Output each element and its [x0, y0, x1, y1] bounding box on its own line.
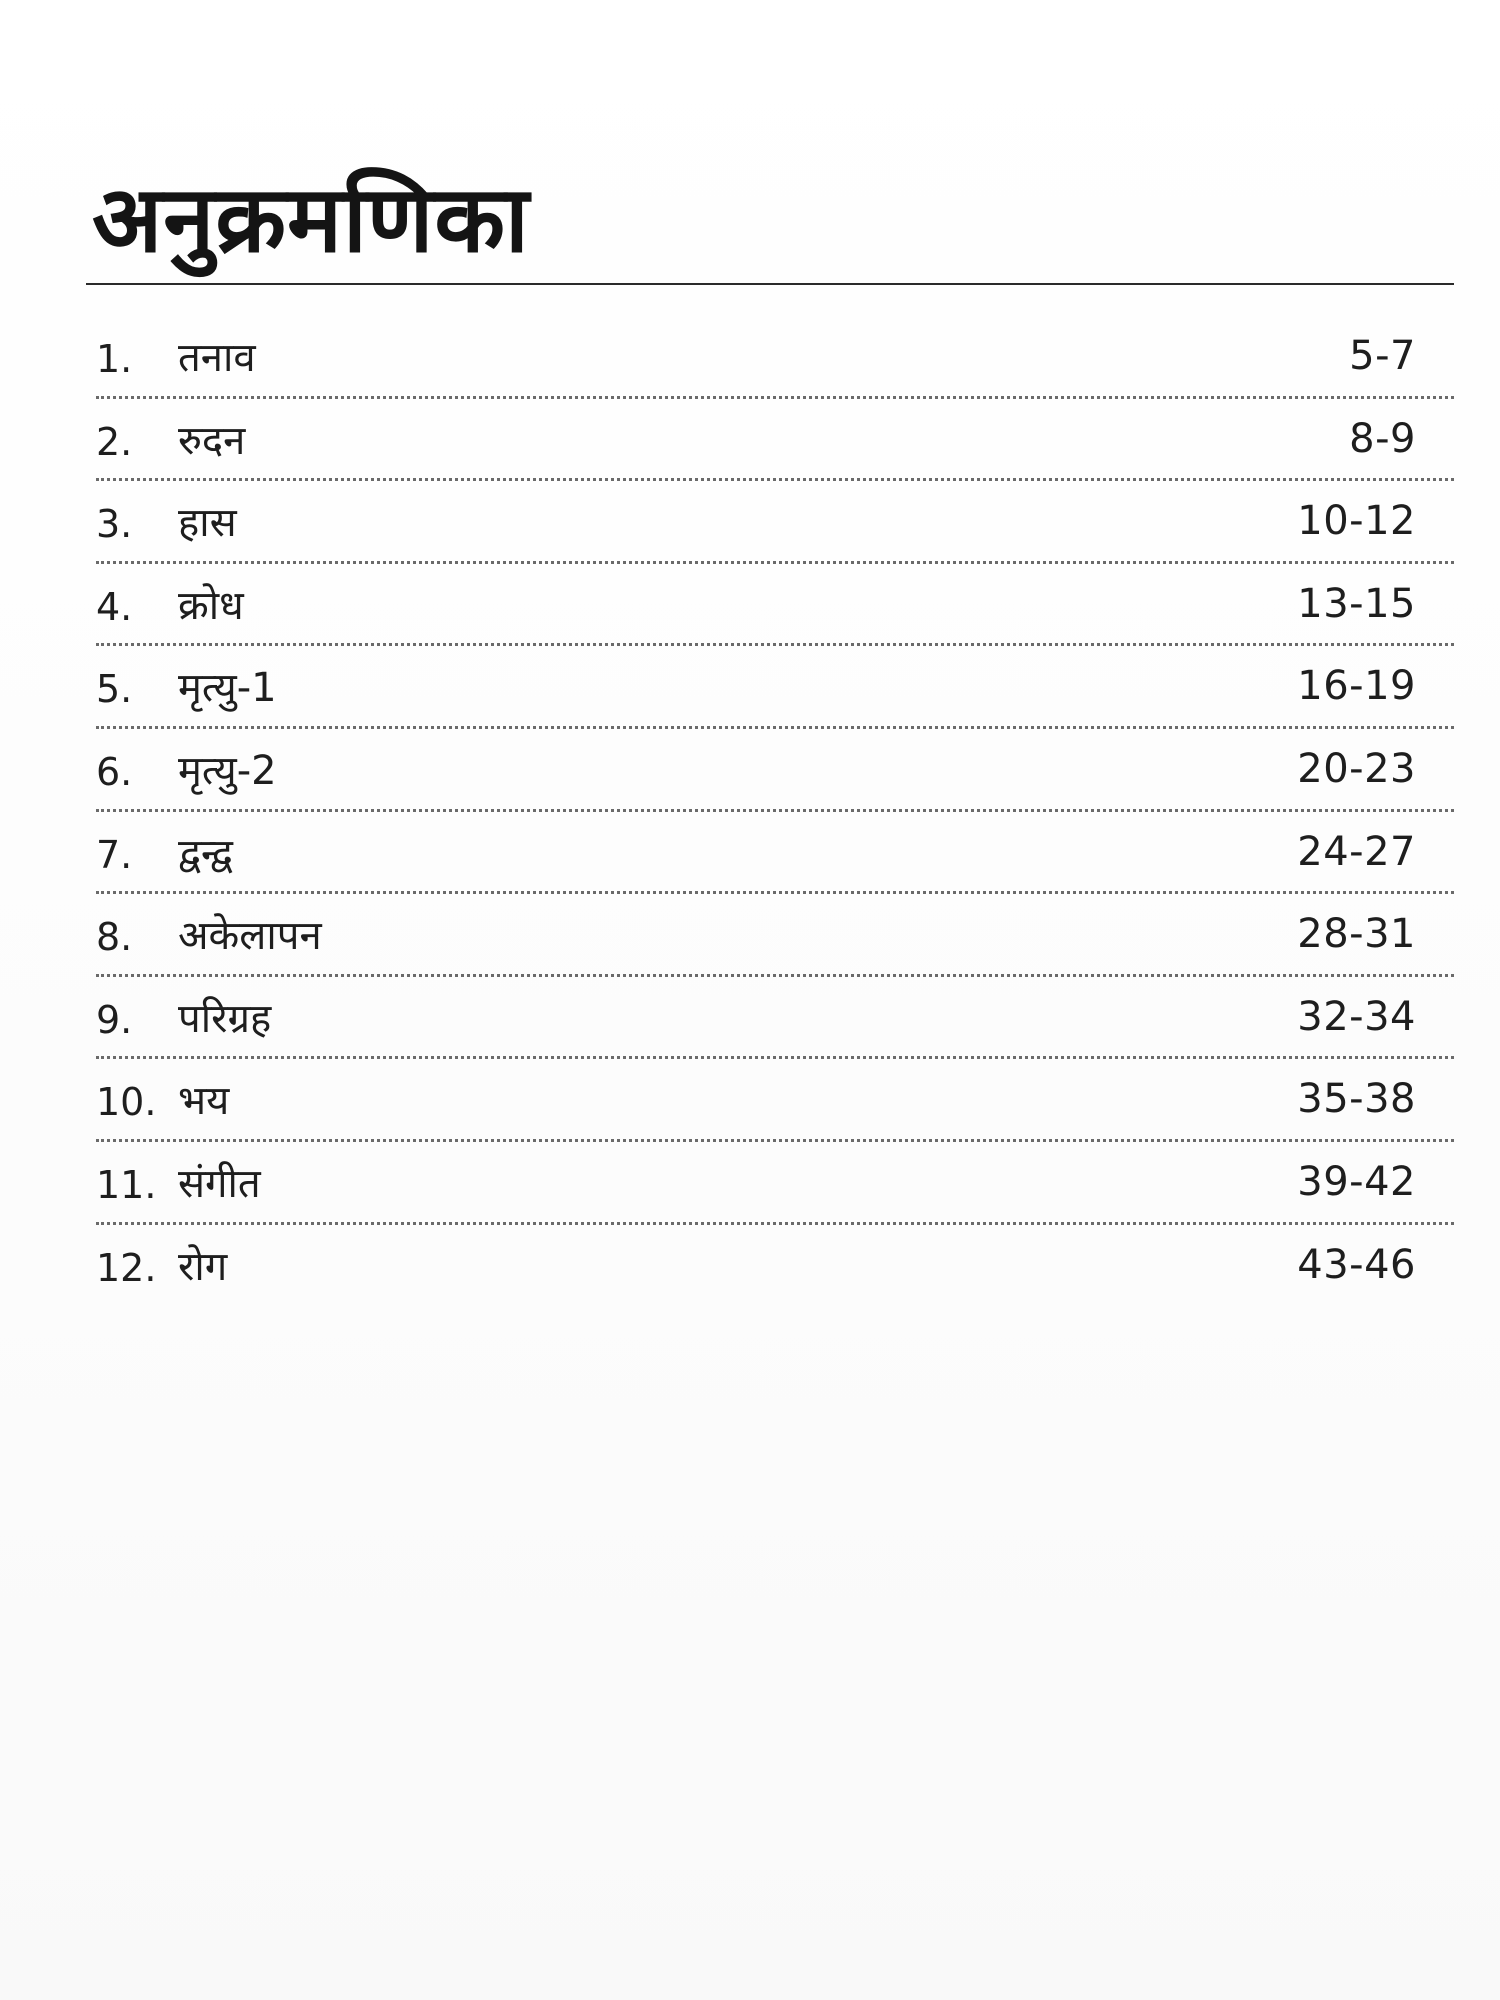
toc-entry-number: 5.	[96, 667, 133, 712]
toc-entry-number: 9.	[96, 997, 133, 1042]
toc-entry-title: संगीत	[178, 1160, 261, 1207]
toc-entry	[96, 729, 1454, 812]
toc-entry	[96, 1059, 1454, 1142]
toc-entry-title: अकेलापन	[178, 913, 322, 960]
toc-entry-number: 4.	[96, 584, 133, 629]
toc-entry-number: 8.	[96, 915, 133, 960]
toc-entry-title: हास	[178, 500, 237, 547]
toc-entry-pages: 16-19	[1297, 663, 1416, 710]
title-divider	[86, 283, 1454, 285]
toc-entry-title: मृत्यु-2	[178, 747, 277, 794]
toc-entry-title: द्वन्द्व	[178, 830, 233, 877]
toc-entry-title: परिग्रह	[178, 995, 272, 1042]
toc-entry-pages: 28-31	[1297, 911, 1416, 958]
toc-entry	[96, 316, 1454, 399]
toc-entry	[96, 1142, 1454, 1225]
toc-entry	[96, 481, 1454, 564]
table-of-contents	[96, 316, 1454, 1307]
toc-entry	[96, 399, 1454, 482]
toc-entry	[96, 894, 1454, 977]
toc-entry-title: भय	[178, 1078, 230, 1125]
toc-entry-pages: 39-42	[1297, 1158, 1416, 1205]
toc-entry	[96, 646, 1454, 729]
toc-entry-pages: 24-27	[1297, 828, 1416, 875]
page-title: अनुक्रमणिका	[92, 166, 530, 273]
toc-entry-number: 11.	[96, 1162, 157, 1207]
toc-entry-pages: 5-7	[1349, 333, 1416, 379]
toc-entry-number: 2.	[96, 419, 133, 464]
toc-entry	[96, 977, 1454, 1060]
toc-entry-number: 12.	[96, 1245, 157, 1290]
toc-entry-pages: 32-34	[1297, 993, 1416, 1040]
toc-entry-pages: 10-12	[1297, 498, 1416, 545]
toc-entry-number: 1.	[96, 337, 133, 381]
toc-entry-number: 7.	[96, 832, 133, 877]
toc-entry-pages: 13-15	[1297, 580, 1416, 627]
toc-entry-number: 6.	[96, 749, 133, 794]
toc-entry-title: रोग	[178, 1243, 228, 1290]
toc-entry-title: रुदन	[178, 417, 246, 464]
toc-entry-pages: 20-23	[1297, 745, 1416, 792]
toc-entry-title: मृत्यु-1	[178, 665, 277, 712]
toc-entry-pages: 35-38	[1297, 1076, 1416, 1123]
toc-entry	[96, 564, 1454, 647]
toc-entry-number: 3.	[96, 502, 133, 547]
toc-entry-pages: 8-9	[1349, 415, 1416, 462]
toc-entry-pages: 43-46	[1297, 1241, 1416, 1288]
toc-entry-title: क्रोध	[178, 582, 244, 629]
toc-entry	[96, 812, 1454, 895]
toc-entry-number: 10.	[96, 1080, 157, 1125]
toc-entry	[96, 1225, 1454, 1308]
toc-entry-title: तनाव	[178, 335, 256, 381]
